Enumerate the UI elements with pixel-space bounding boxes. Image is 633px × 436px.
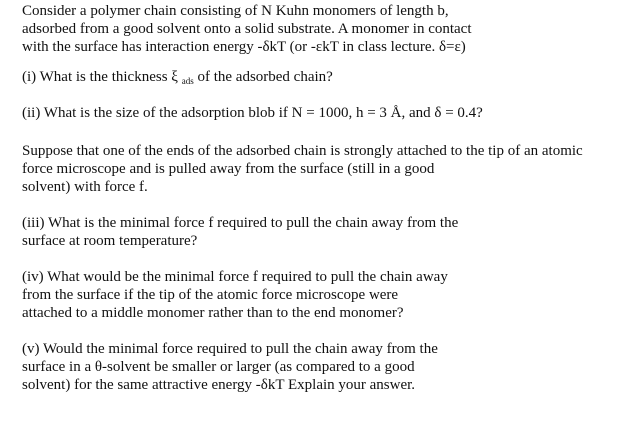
question-2: (ii) What is the size of the adsorption blob if N = 1000, h = 3 Å, and δ = 0.4? [22,105,483,121]
text-line: solvent) with force f. [22,179,148,195]
text-line: with the surface has interaction energy -δkT (or -εkT in class lecture. δ=ε) [22,39,466,55]
text-line: (iv) What would be the minimal force f required to pull the chain away [22,269,448,285]
text-line: (iii) What is the minimal force f required to pull the chain away from the [22,215,459,231]
text-line: force microscope and is pulled away from the surface (still in a good [22,161,435,177]
text-line: attached to a middle monomer rather than to the end monomer? [22,305,404,321]
question-1 [22,68,333,90]
text-line: Suppose that one of the ends of the adsorbed chain is strongly attached to the tip of an atomic [22,143,583,159]
text-line: surface at room temperature? [22,233,198,249]
text-line: surface in a θ-solvent be smaller or larger (as compared to a good [22,359,415,375]
q1-pre: (i) What is the thickness ξ [22,69,182,85]
text-line: solvent) for the same attractive energy -δkT Explain your answer. [22,377,416,393]
text-line: Consider a polymer chain consisting of N Kuhn monomers of length b, [22,3,449,19]
text-line: adsorbed from a good solvent onto a solid substrate. A monomer in contact [22,21,472,37]
text-line: (v) Would the minimal force required to pull the chain away from the [22,341,438,357]
q1-subscript: ads [181,76,194,86]
text-line: from the surface if the tip of the atomic force microscope were [22,287,399,303]
q1-post: of the adsorbed chain? [193,69,333,85]
